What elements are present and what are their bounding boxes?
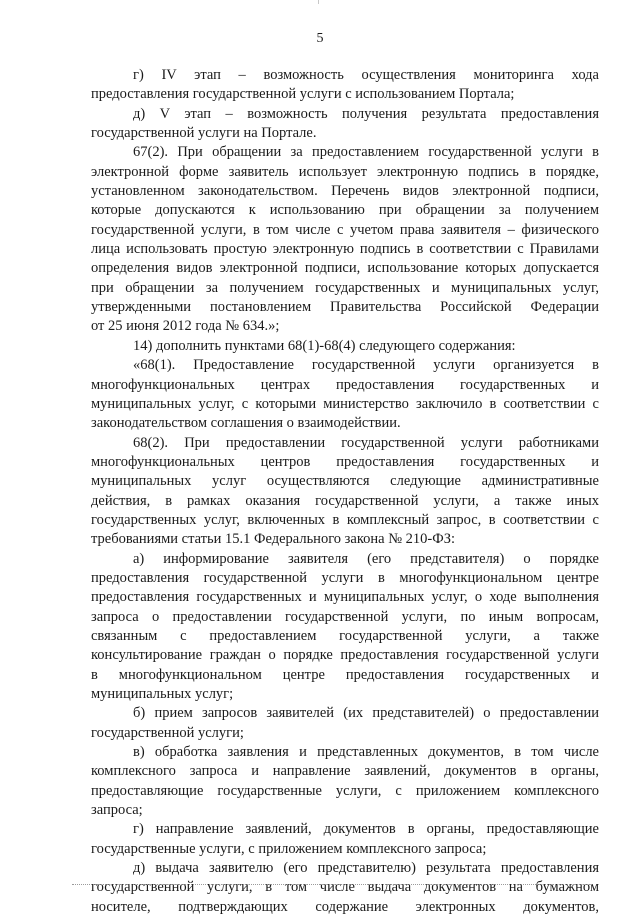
text-line: д) выдача заявителю (его представителю) результата предоставления — [133, 860, 599, 877]
text-line: «68(1). Предоставление государственной услуги организуется в — [133, 357, 599, 374]
text-line: которые допускаются к использованию при обращении за получением — [91, 202, 599, 219]
text-line: государственной услуги, в том числе выдача документов на бумажном — [91, 879, 599, 896]
text-line: государственной услуги на Портале. — [91, 125, 317, 142]
text-line: лица использовать простую электронную подпись в соответствии с Правилами — [91, 241, 599, 258]
text-line: г) направление заявлений, документов в органы, предоставляющие — [133, 821, 599, 838]
text-line: законодательством соглашения о взаимодействии. — [91, 415, 401, 432]
text-line: в многофункциональном центре предоставления государственных и — [91, 666, 599, 683]
text-line: государственной услуги; — [91, 724, 244, 741]
text-line: 68(2). При предоставлении государственной услуги работниками — [133, 434, 599, 451]
text-line: определения видов электронной подписи, использование которых допускается — [91, 260, 599, 277]
document-body — [91, 66, 599, 917]
text-line: муниципальных услуг, с которыми министерство заключило в соответствии с — [91, 395, 599, 412]
text-line: предоставления государственной услуги в многофункциональном центре — [91, 569, 599, 586]
text-line: требованиями статьи 15.1 Федерального закона № 210-ФЗ: — [91, 531, 455, 548]
text-line: многофункциональных центров предоставления государственных и — [91, 453, 599, 470]
text-line: предоставляющие государственные услуги, с приложением комплексного — [91, 782, 599, 799]
text-line: предоставления государственных и муниципальных услуг, о ходе выполнения — [91, 589, 599, 606]
text-line: муниципальных услуг осуществляются следующие административные — [91, 473, 599, 490]
text-line: при обращении за получением государственных и муниципальных услуг, — [91, 279, 599, 296]
text-line: запроса; — [91, 802, 143, 819]
text-line: государственные услуги, с приложением комплексного запроса; — [91, 840, 487, 857]
text-line: государственных услуг, включенных в комплексный запрос, в соответствии с — [91, 511, 599, 528]
text-line: утвержденными постановлением Правительства Российской Федерации — [91, 299, 599, 316]
text-line: б) прием запросов заявителей (их представителей) о предоставлении — [133, 705, 599, 722]
text-line: муниципальных услуг; — [91, 686, 234, 702]
text-line: установленном законодательством. Перечень видов электронной подписи, — [91, 183, 599, 200]
text-line: 67(2). При обращении за предоставлением государственной услуги в — [133, 144, 599, 161]
text-line: в) обработка заявления и представленных документов, в том числе — [133, 744, 599, 761]
text-line: предоставления государственной услуги с использованием Портала; — [91, 86, 515, 103]
text-line: д) V этап – возможность получения результата предоставления — [133, 105, 599, 122]
text-line: г) IV этап – возможность осуществления мониторинга хода — [133, 67, 599, 83]
text-line: консультирование граждан о порядке предоставления государственной услуги — [91, 647, 599, 664]
text-line: от 25 июня 2012 года № 634.»; — [91, 318, 280, 335]
text-line: связанным с предоставлением государственной услуги, а также — [91, 627, 599, 644]
text-line: носителе, подтверждающих содержание электронных документов, — [91, 898, 599, 915]
text-line: а) информирование заявителя (его представителя) о порядке — [133, 550, 599, 567]
page-number: 5 — [316, 31, 324, 46]
text-line: многофункциональных центрах предоставления государственных и — [91, 376, 599, 393]
text-line: электронной форме заявитель использует электронную подпись в порядке, — [91, 163, 599, 180]
scan-mark — [318, 0, 319, 4]
text-line: действия, в рамках оказания государственной услуги, а также иных — [91, 492, 599, 509]
text-line: государственной услуги, в том числе с учетом права заявителя – физического — [91, 221, 599, 238]
scan-bottom-edge — [72, 884, 592, 885]
text-line: комплексного запроса и направление заявлений, документов в органы, — [91, 763, 599, 780]
text-line: запроса о предоставлении государственной услуги, по иным вопросам, — [91, 608, 599, 625]
text-line: 14) дополнить пунктами 68(1)-68(4) следующего содержания: — [133, 337, 516, 354]
